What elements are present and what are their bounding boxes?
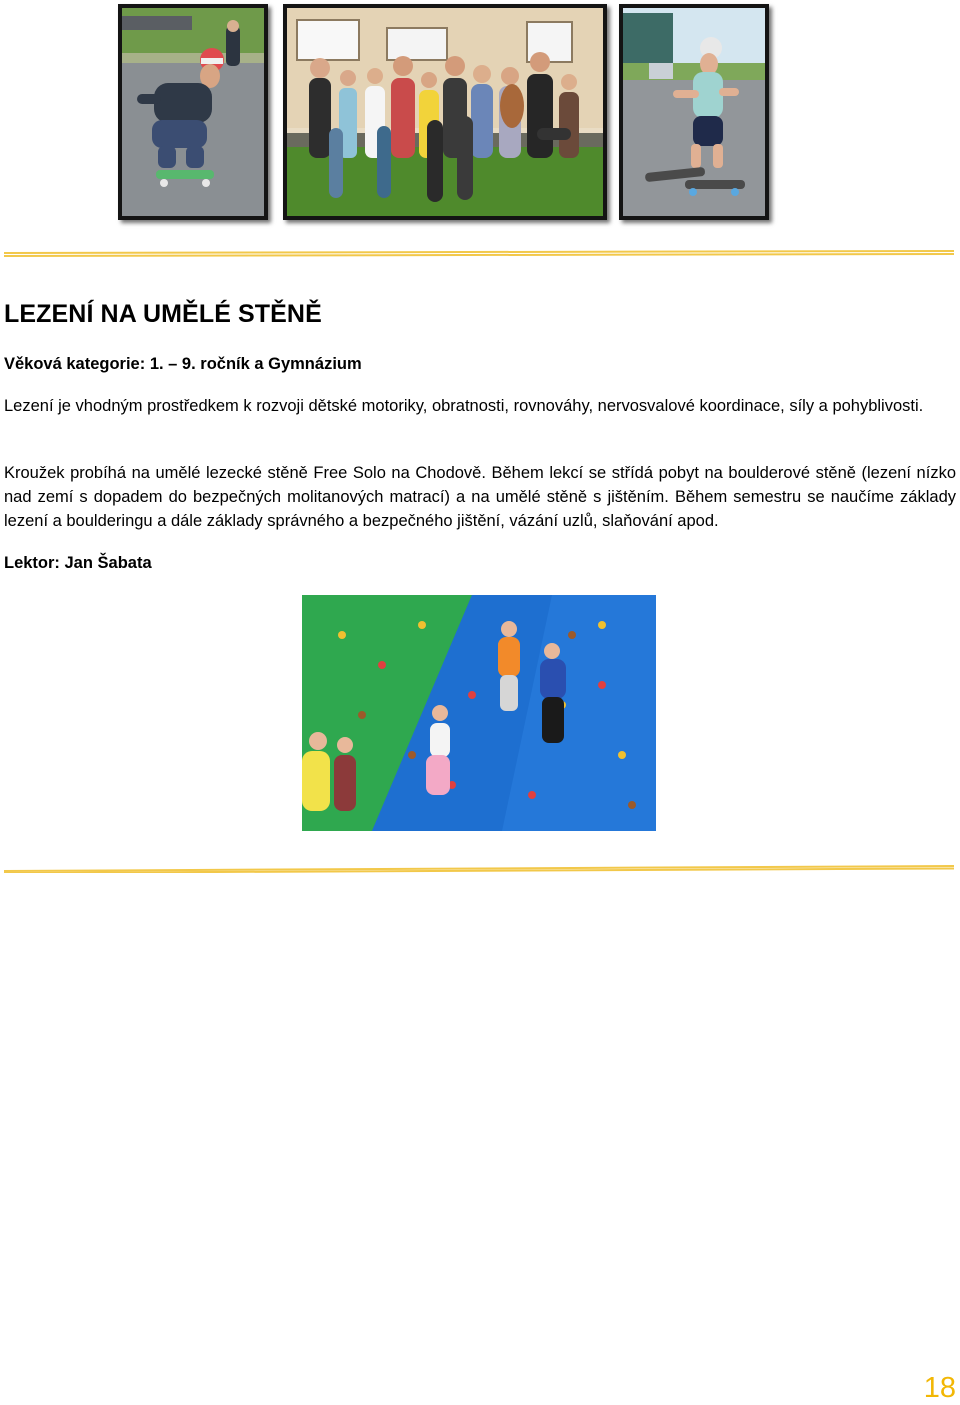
description-paragraph: Kroužek probíhá na umělé lezecké stěně Free Solo na Chodově. Během lekcí se střídá pobyt na boulderové stěně (lezení nízko nad zemí s dopadem do bezpečných molitanových matrací) a na umělé stěně s jištěním. Během semestru se naučíme základy lezení a boulderingu a dále základy správného a bezpečného jištění, vázání uzlů, slaňování apod. (4, 464, 956, 530)
page-number: 18 (923, 1372, 956, 1404)
lector-name: Lektor: Jan Šabata (4, 554, 152, 572)
gold-divider-line-bottom (4, 865, 954, 873)
group-photo (283, 4, 607, 220)
climbing-wall-photo (302, 595, 656, 831)
gold-divider-line (4, 250, 954, 258)
intro-paragraph: Lezení je vhodným prostředkem k rozvoji dětské motoriky, obratnosti, rovnováhy, nervosvalové koordinace, síly a pohyblivosti. (4, 397, 924, 415)
skateboard-photo-right (619, 4, 769, 220)
skateboard-photo-left (118, 4, 268, 220)
section-title: LEZENÍ NA UMĚLÉ STĚNĚ (4, 300, 322, 328)
age-category: Věková kategorie: 1. – 9. ročník a Gymnázium (4, 355, 362, 373)
